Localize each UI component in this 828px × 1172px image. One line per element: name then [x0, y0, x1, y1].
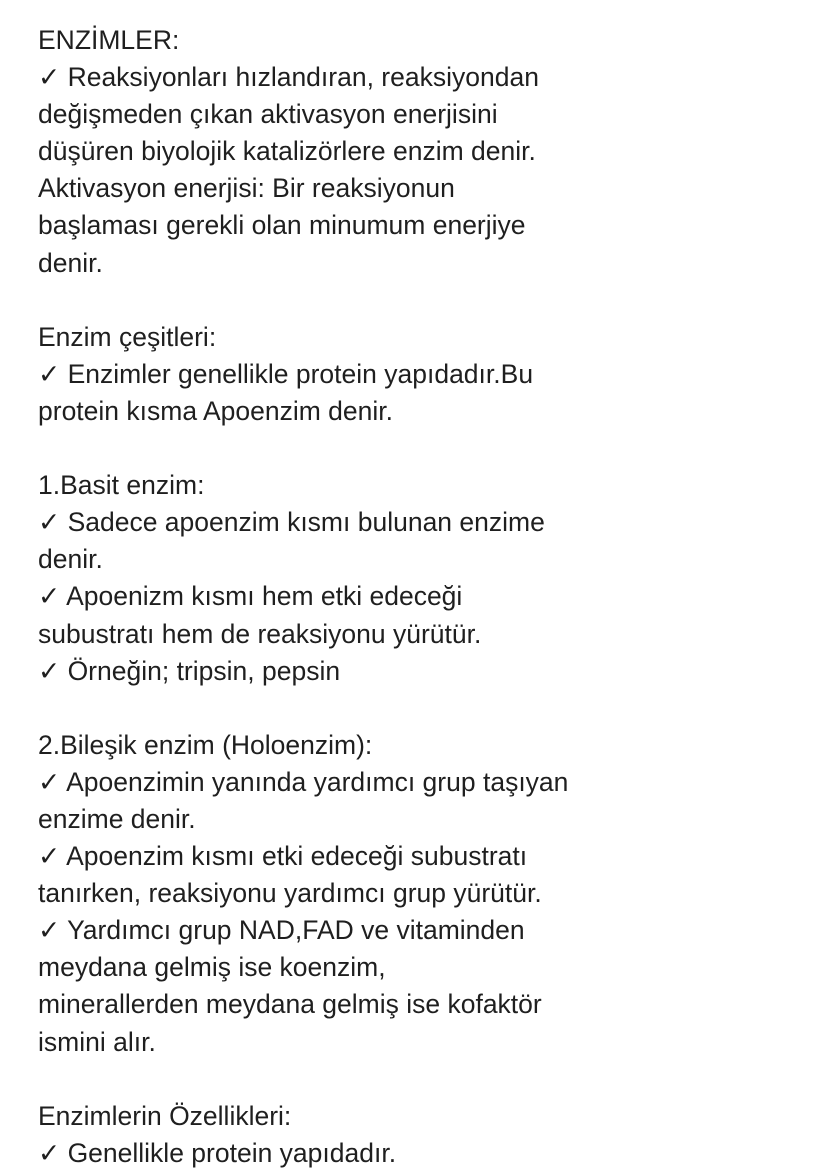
note-line: düşüren biyolojik katalizörlere enzim denir.: [38, 136, 536, 167]
note-line: subustratı hem de reaksiyonu yürütür.: [38, 618, 482, 649]
note-line: ✓ Sadece apoenzim kısmı bulunan enzime: [38, 507, 545, 538]
blank-line: [38, 282, 798, 319]
note-line: denir.: [38, 544, 103, 575]
section-heading-ozellikler: Enzimlerin Özellikleri:: [38, 1100, 292, 1131]
note-line: meydana gelmiş ise koenzim,: [38, 952, 386, 983]
note-line: ✓ Apoenzimin yanında yardımcı grup taşıyan: [38, 766, 569, 797]
note-line: ✓ Apoenzim kısmı etki edeceği subustratı: [38, 841, 528, 872]
note-line: tanırken, reaksiyonu yardımcı grup yürütür.: [38, 878, 542, 909]
note-line: protein kısma Apoenzim denir.: [38, 395, 393, 426]
blank-line: [38, 1061, 798, 1098]
note-line: başlaması gerekli olan minumum enerjiye: [38, 210, 526, 241]
note-line: ✓ Reaksiyonları hızlandıran, reaksiyondan: [38, 62, 539, 93]
blank-line: [38, 430, 798, 467]
blank-line: [38, 690, 798, 727]
note-line: ismini alır.: [38, 1026, 156, 1057]
note-line: enzime denir.: [38, 803, 196, 834]
note-line: ✓ Genellikle protein yapıdadır.: [38, 1137, 397, 1168]
section-heading-basit-enzim: 1.Basit enzim:: [38, 470, 205, 501]
note-line: ✓ Örneğin; tripsin, pepsin: [38, 655, 341, 686]
note-line: ✓ Apoenizm kısmı hem etki edeceği: [38, 581, 463, 612]
note-line: değişmeden çıkan aktivasyon enerjisini: [38, 99, 498, 130]
section-heading-bilesik-enzim: 2.Bileşik enzim (Holoenzim):: [38, 729, 373, 760]
section-heading-enzimler: ENZİMLER:: [38, 25, 180, 55]
note-line: ✓ Yardımcı grup NAD,FAD ve vitaminden: [38, 915, 525, 946]
section-heading-enzim-cesitleri: Enzim çeşitleri:: [38, 321, 217, 352]
note-line: minerallerden meydana gelmiş ise kofaktör: [38, 989, 542, 1020]
note-line: Aktivasyon enerjisi: Bir reaksiyonun: [38, 173, 455, 204]
note-body: [38, 22, 798, 1172]
note-line: denir.: [38, 247, 103, 278]
note-line: ✓ Enzimler genellikle protein yapıdadır.Bu: [38, 358, 534, 389]
